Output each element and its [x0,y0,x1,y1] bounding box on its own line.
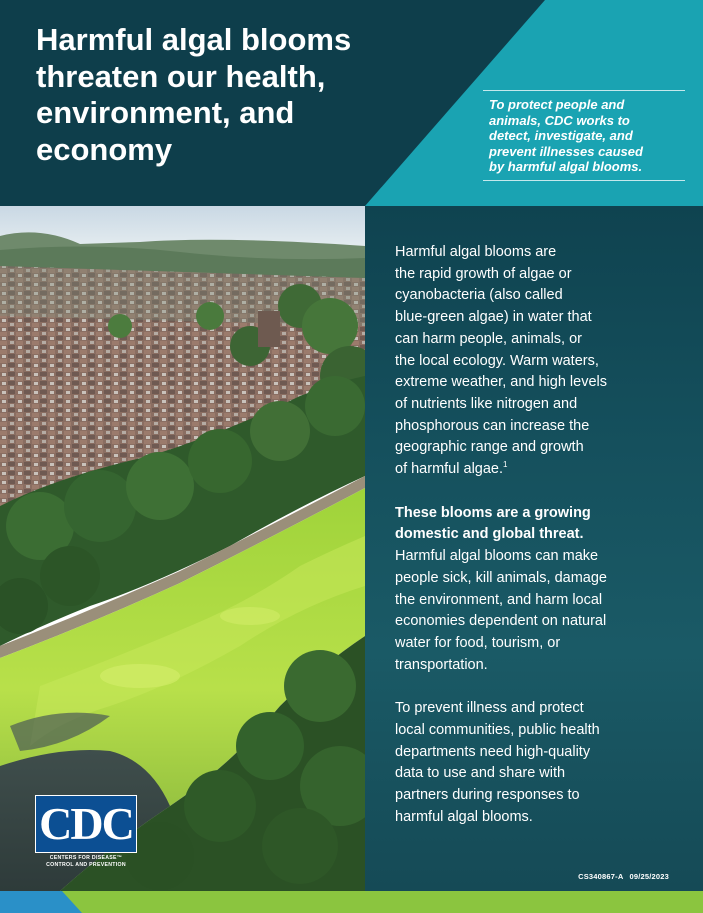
threat-heading-line: domestic and global threat. [395,526,584,543]
footer-stripe [0,891,703,913]
footer-blue-accent [0,891,703,913]
body-line: Harmful algal blooms are [395,244,557,260]
tagline-line: CENTERS FOR DISEASE™ [49,855,123,861]
body-line-last [395,459,695,481]
body-line: water for food, tourism, or [395,634,561,651]
cdc-logo-tagline [35,855,137,868]
callout-line: animals, CDC works to [489,112,630,128]
body-line: To prevent illness and protect [395,700,584,717]
body-line: data to use and share with [395,765,566,782]
body-line: people sick, kill animals, damage [395,569,607,586]
mission-callout [483,90,685,181]
header-banner [0,0,703,206]
publication-code [572,872,669,881]
body-line: the local ecology. Warm waters, [395,352,599,369]
callout-line: prevent illnesses caused [489,143,643,159]
body-line: can harm people, animals, or [395,330,582,347]
body-line: geographic range and growth [395,439,584,456]
body-line: of harmful algae. [395,461,504,478]
body-line: phosphorous can increase the [395,417,590,434]
footnote-marker: 1 [503,460,508,470]
title-line: economy [36,131,173,167]
title-line: environment, and [36,95,295,130]
body-line: departments need high-quality [395,743,591,760]
body-line: harmful algal blooms. [395,808,533,825]
body-line: partners during responses to [395,787,580,804]
threat-heading-line: These blooms are a growing [395,504,591,521]
cdc-logo-letters: CDC [39,798,133,849]
intro-paragraph [395,242,695,481]
title-line: Harmful algal blooms [36,22,352,57]
body-line: the rapid growth of algae or [395,265,572,282]
callout-line: To protect people and [489,97,625,112]
callout-line: by harmful algal blooms. [489,159,643,175]
page-title [36,22,436,168]
body-line: extreme weather, and high levels [395,374,607,391]
body-line: of nutrients like nitrogen and [395,395,578,412]
body-line: economies dependent on natural [395,613,607,630]
threat-paragraph [395,503,695,677]
body-line: transportation. [395,656,488,673]
body-line: Harmful algal blooms can make [395,548,599,565]
tagline-line: CONTROL AND PREVENTION [46,861,126,868]
cdc-logo-mark [35,795,137,853]
prevention-paragraph [395,698,695,828]
publication-id: CS340867-A [578,872,624,881]
info-panel-text [395,242,695,851]
body-line: blue-green algae) in water that [395,309,592,326]
info-panel [365,206,703,891]
body-line: local communities, public health [395,722,600,739]
cdc-logo [35,795,137,868]
algal-bloom-photo [0,206,365,891]
body-line: cyanobacteria (also called [395,287,563,304]
title-line: threaten our health, [36,58,326,94]
body-line: the environment, and harm local [395,591,603,608]
publication-date: 09/25/2023 [629,872,669,881]
callout-line: detect, investigate, and [489,128,633,144]
